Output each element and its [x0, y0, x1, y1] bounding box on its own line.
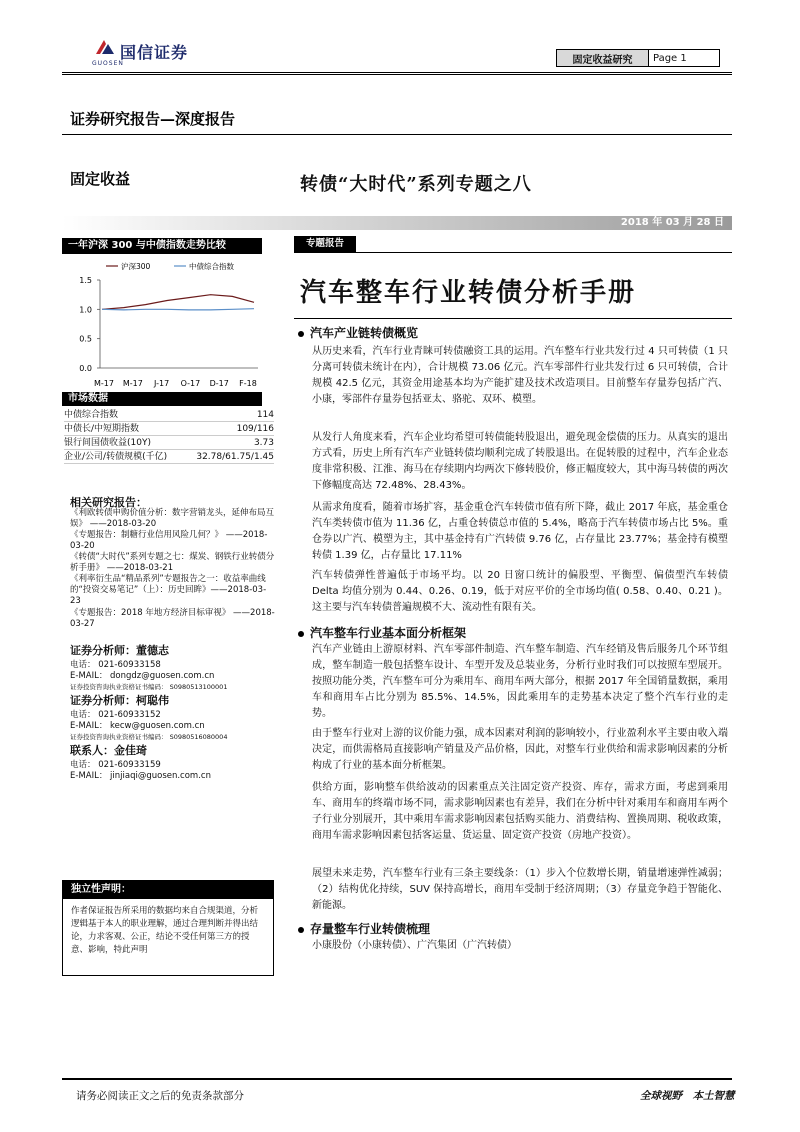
paragraph: 从历史来看，汽车行业青睐可转债融资工具的运用。汽车整车行业共发行过 4 只可转债（1 只分离可转债未统计在内），合计规模 73.06 亿元。汽车零部件行业共发行过 6 只可转债，合计规模 42.5 亿元，其资金用途基本均为产能扩建及技术改造项目。目前整车存量券包括广汽、小康，零部件存量券包括亚太、骆驼、双环、模塑。 [312, 346, 728, 405]
section-heading: 存量整车行业转债梳理 [298, 920, 430, 937]
series-line-1 [102, 309, 254, 310]
paragraph: 展望未来走势，汽车整车行业有三条主要线条：（1）步入个位数增长期，销量增速弹性减弱；（2）结构优化持续，SUV 保持高增长，商用车受制于经济周期；（3）存量竞争趋于智能化、新能源。 [312, 868, 728, 911]
header-category-box [556, 49, 720, 67]
market-data-title: 市场数据 [62, 392, 262, 406]
logo-text: 国信证券 [120, 43, 189, 62]
divider [62, 134, 732, 135]
bullet-icon [298, 927, 304, 933]
paragraph: 汽车产业链由上游原材料、汽车零部件制造、汽车整车制造、汽车经销及售后服务几个环节组成，整车制造一般包括整车设计、车型开发及总装业务，分析行业时我们可以按照车型展开。按照功能分类，汽车整车可分为乘用车、商用车两大部分，根据 2017 年全国销量数据，乘用车和商用车占比分别为 85.5%、14.5%，因此乘用车的走势基本决定了整个汽车行业的走势。 [312, 644, 728, 719]
related-report-item[interactable]: 《专题报告：制糖行业信用风险几何？》 ——2018-03-20 [70, 530, 268, 551]
market-row [64, 436, 274, 450]
x-tick-label: O-17 [180, 379, 201, 388]
paragraph: 小康股份（小康转债）、广汽集团（广汽转债） [312, 940, 517, 951]
paragraph: 从发行人角度来看，汽车企业均希望可转债能转股退出，避免现金偿债的压力。从真实的退出方式看，历史上所有汽车产业链转债均顺利完成了转股退出。在促转股的过程中，汽车企业态度非常积极、江淮、海马在存续期内均两次下修转股价，修正幅度较大，其中海马转债的两次下修幅度高达 72.48%、28.43%。 [312, 432, 728, 491]
market-row-value: 114 [256, 410, 274, 420]
analyst-2-name: 柯聪伟 [136, 694, 169, 707]
market-row-value: 109/116 [236, 424, 274, 434]
report-date: 2018 年 03 月 28 日 [62, 216, 732, 230]
paragraph: 汽车转债弹性普遍低于市场平均。以 20 日窗口统计的偏股型、平衡型、偏债型汽车转债 Delta 均值分别为 0.44、0.26、0.19，低于对应平价的全市场均值( 0.58、0.40、0.21 )。这主要与汽车转债普遍规模不大、流动性有限有关。 [312, 570, 728, 613]
tag-rule [294, 252, 732, 253]
contact-name: 金佳琦 [114, 744, 147, 757]
market-row-value: 3.73 [253, 438, 274, 448]
logo-subtext: GUOSEN [92, 60, 124, 67]
footer-rule [62, 1078, 732, 1080]
paragraph: 由于整车行业对上游的议价能力强，成本因素对利润的影响较小，行业盈利水平主要由收入端决定，而供需格局直接影响产销量及产品价格，因此，对整车行业供给和需求影响因素的分析构成了行业的基本面分析框架。 [312, 728, 728, 771]
title-rule [294, 318, 732, 319]
page-number: 1 [680, 52, 687, 64]
statement-body: 作者保证报告所采用的数据均来自合规渠道，分析逻辑基于本人的职业理解，通过合理判断并得出结论，力求客观、公正，结论不受任何第三方的授意、影响，特此声明 [71, 906, 259, 955]
analyst-2-heading: 证券分析师：柯聪伟 [70, 694, 169, 707]
sector-label: 固定收益 [70, 170, 131, 188]
y-tick-label: 0.0 [79, 364, 92, 373]
legend-label-1: 中债综合指数 [189, 262, 234, 271]
analyst-1-heading: 证券分析师：董德志 [70, 644, 169, 657]
market-row-label: 中债长/中短期指数 [64, 424, 140, 434]
footer-disclaimer: 请务必阅读正文之后的免责条款部分 [76, 1090, 244, 1102]
market-row-label: 企业/公司/转债规模(千亿) [64, 452, 168, 462]
contact-tel: 电话： 021-60933159 [70, 760, 161, 770]
related-report-item[interactable]: 《专题报告：2018 年地方经济目标审视》 ——2018-03-27 [70, 608, 275, 629]
section-heading: 汽车产业链转债概览 [298, 324, 418, 341]
report-type: 证券研究报告—深度报告 [70, 110, 236, 128]
statement-title: 独立性声明： [63, 881, 273, 899]
y-tick-label: 1.0 [79, 305, 92, 315]
index-trend-chart [62, 256, 262, 396]
market-row [64, 450, 274, 464]
analyst-1-tel: 电话： 021-60933158 [70, 660, 161, 670]
analyst-1-name: 董德志 [136, 644, 169, 657]
y-tick-label: 0.5 [79, 334, 92, 344]
x-tick-label: M-17 [122, 379, 143, 388]
market-data-table [64, 408, 274, 464]
market-row [64, 422, 274, 436]
market-row-value: 32.78/61.75/1.45 [196, 452, 274, 462]
y-tick-label: 1.5 [79, 276, 92, 285]
series-line-0 [102, 295, 254, 310]
x-tick-label: D-17 [209, 379, 229, 388]
footer-slogan: 全球视野 本土智慧 [640, 1090, 735, 1102]
report-tag: 专题报告 [294, 236, 356, 252]
paragraph: 供给方面，影响整车供给波动的因素重点关注固定资产投资、库存，需求方面，考虑到乘用车、商用车的终端市场不同，需求影响因素也有差异，我们在分析中针对乘用车和商用车两个子行业分别展开，其中乘用车需求影响因素包括购买能力、消费结构、置换周期、税收政策，商用车需求影响因素包括客运量、货运量、固定资产投资（房地产投资）。 [312, 782, 728, 841]
contact-heading: 联系人：金佳琦 [70, 744, 147, 757]
contact-email[interactable]: E-MAIL： jinjiaqi@guosen.com.cn [70, 771, 211, 781]
main-title: 汽车整车行业转债分析手册 [300, 278, 637, 308]
market-row-label: 银行间国债收益(10Y) [64, 438, 151, 448]
analyst-2-cert: 证券投资咨询执业资格证书编码： S0980516080004 [70, 733, 228, 741]
related-report-item[interactable]: 《利率衍生品“精品系列”专题报告之一：收益率曲线的“投资交易笔记”（上）：历史回眸》——2018-03-23 [70, 574, 267, 606]
x-tick-label: M-17 [94, 379, 114, 388]
market-row [64, 408, 274, 422]
page-label: Page [653, 52, 678, 64]
chart-svg [62, 256, 262, 396]
x-tick-label: F-18 [239, 379, 257, 388]
paragraph: 从需求角度看，随着市场扩容，基金重仓汽车转债市值有所下降，截止 2017 年底，基金重仓汽车类转债市值为 11.36 亿，占重仓转债总市值的 5.4%，略高于汽车转债市场占比 5%。重仓券以广汽、模塑为主，其中基金持有广汽转债 9.76 亿，占存量比 23.77%；基金持有模塑转债 1.39 亿，占存量比 17.11% [312, 502, 728, 561]
header-category: 固定收益研究 [557, 50, 649, 66]
related-reports-title: 相关研究报告： [70, 496, 147, 509]
analyst-1-cert: 证券投资咨询执业资格证书编码： S0980513100001 [70, 683, 228, 691]
header-rule [62, 72, 732, 73]
series-title: 转债“大时代”系列专题之八 [300, 174, 532, 195]
header-rule-2 [62, 74, 732, 75]
analyst-1-email[interactable]: E-MAIL： dongdz@guosen.com.cn [70, 671, 215, 681]
market-row-label: 中债综合指数 [64, 410, 119, 420]
independence-statement [62, 880, 274, 976]
analyst-2-tel: 电话： 021-60933152 [70, 710, 161, 720]
guosen-logo-icon [92, 36, 116, 60]
bullet-icon [298, 631, 304, 637]
bullet-icon [298, 331, 304, 337]
section-heading: 汽车整车行业基本面分析框架 [298, 624, 466, 641]
header-page [649, 50, 719, 66]
legend-label-0: 沪深300 [121, 262, 151, 271]
related-report-item[interactable]: 《转债“大时代”系列专题之七：煤炭、钢铁行业转债分析手册》 ——2018-03-21 [70, 552, 275, 573]
chart-title: 一年沪深 300 与中债指数走势比较 [62, 238, 262, 254]
analyst-2-email[interactable]: E-MAIL： kecw@guosen.com.cn [70, 721, 205, 731]
related-report-item[interactable]: 《利欧转债申购价值分析：数字营销龙头，延伸布局互娱》 ——2018-03-20 [70, 508, 275, 529]
x-tick-label: J-17 [154, 379, 170, 388]
